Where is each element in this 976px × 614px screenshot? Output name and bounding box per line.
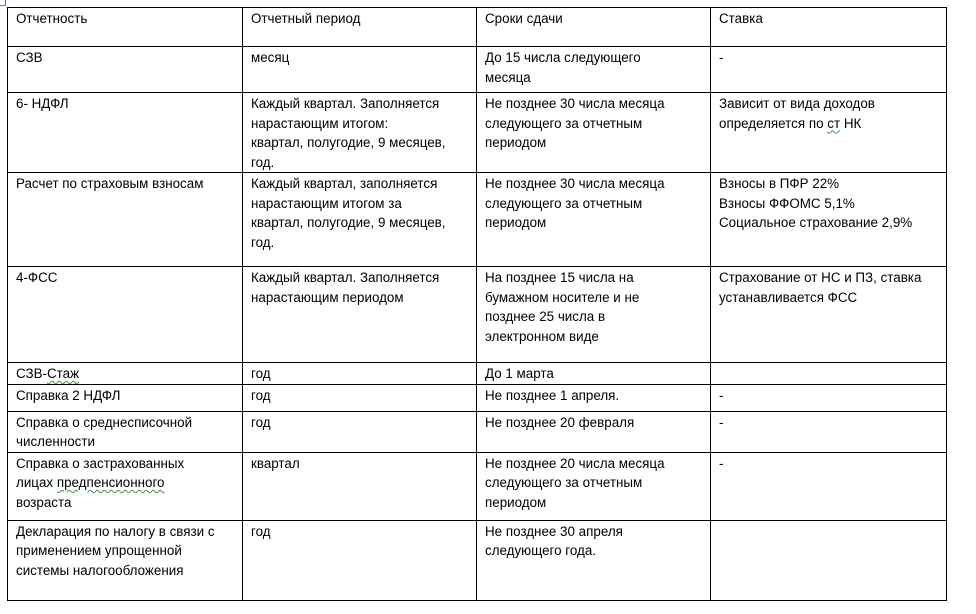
cell-text-line: следующего года. (485, 543, 597, 558)
cell-text-line: следующего за отчетным (485, 195, 643, 211)
cell-text-line: следующего за отчетным (485, 115, 643, 131)
cell-text-line: Декларация по налогу в связи с (16, 523, 215, 539)
report-cell (8, 452, 243, 520)
table-row (8, 173, 947, 267)
deadline-cell (477, 173, 711, 267)
deadline-cell (477, 363, 711, 385)
reporting-table (7, 7, 947, 601)
cell-text-line: СЗВ-Стаж (16, 366, 80, 381)
cell-text-line: Не позднее 30 числа месяца (485, 176, 665, 191)
cell-text-line (719, 364, 938, 384)
cell-text-line: Социальное страхование 2,9% (719, 215, 913, 230)
report-cell (8, 47, 243, 93)
cell-text-line: 4-ФСС (16, 270, 58, 285)
cell-text-line: системы налогообложения (16, 562, 184, 578)
rate-cell (711, 520, 947, 600)
cell-text-line: год (251, 366, 271, 381)
cell-text-line: Каждый квартал. Заполняется (251, 270, 440, 285)
cell-text-line: На позднее 15 числа на (485, 270, 634, 285)
spellcheck-underline: Стаж (47, 366, 80, 381)
cell-text-line: Справка 2 НДФЛ (16, 387, 121, 403)
cell-text-line: месяца (485, 69, 531, 85)
cell-text-line: Страхование от НС и ПЗ, ставка (719, 270, 922, 285)
cell-text-line: Каждый квартал. Заполняется (251, 96, 440, 111)
report-cell (8, 173, 243, 267)
table-row (8, 93, 947, 173)
period-cell (243, 384, 477, 411)
rate-cell (711, 93, 947, 173)
cell-text-line: Справка о среднесписочной (16, 414, 193, 430)
period-cell (243, 93, 477, 173)
rate-cell (711, 267, 947, 363)
report-cell (8, 520, 243, 600)
cell-text-line: год (251, 414, 271, 430)
rate-cell (711, 363, 947, 385)
cell-text-line: квартал (251, 455, 300, 471)
cell-text-line: Взносы ФФОМС 5,1% (719, 195, 855, 211)
cell-text-line: Справка о застрахованных (16, 455, 185, 471)
cell-text-line: численности (16, 434, 95, 449)
table-header-row (8, 8, 947, 47)
table-row (8, 363, 947, 385)
cell-text-line: Не позднее 20 февраля (485, 414, 635, 430)
deadline-cell (477, 93, 711, 173)
cell-text-line: возраста (16, 494, 72, 510)
cell-text-line: периодом (485, 494, 547, 510)
period-cell (243, 520, 477, 600)
cell-text-line: электронном виде (485, 328, 599, 344)
cell-text-line: лицах предпенсионного (16, 475, 165, 490)
cell-text-line: До 15 числа следующего (485, 50, 641, 65)
cell-text-line: определяется по ст НК (719, 115, 862, 131)
period-cell (243, 411, 477, 452)
period-cell (243, 173, 477, 267)
cell-text-line: Не позднее 1 апреля. (485, 387, 620, 403)
cell-text-line: бумажном носителе и не (485, 289, 640, 305)
cell-text-line: квартал, полугодие, 9 месяцев, (251, 215, 446, 230)
cell-text-line: 6- НДФЛ (16, 96, 69, 111)
cell-text-line: год (251, 387, 271, 403)
cell-text-line: До 1 марта (485, 366, 554, 381)
rate-cell (711, 411, 947, 452)
table-row (8, 520, 947, 600)
header-cell-report: Отчетность (8, 8, 243, 47)
period-cell (243, 363, 477, 385)
cell-text-line: год (251, 523, 271, 539)
report-cell (8, 93, 243, 173)
cell-text-line: год. (251, 234, 275, 250)
spellcheck-underline: предпенсионного (56, 475, 165, 490)
cell-text-line: Каждый квартал, заполняется (251, 176, 438, 191)
report-cell (8, 267, 243, 363)
report-cell (8, 363, 243, 385)
cell-text-line: - (719, 455, 724, 471)
period-cell (243, 452, 477, 520)
cell-text-line: Не позднее 20 числа месяца (485, 455, 665, 471)
rate-cell (711, 173, 947, 267)
cell-text-line: применением упрощенной (16, 543, 182, 558)
cell-text-line: Не позднее 30 апреля (485, 523, 623, 539)
rate-cell (711, 47, 947, 93)
period-cell (243, 47, 477, 93)
table-row (8, 267, 947, 363)
rate-cell (711, 384, 947, 411)
cell-text-line (719, 522, 938, 542)
table-row (8, 384, 947, 411)
deadline-cell (477, 520, 711, 600)
header-cell-rate: Ставка (711, 8, 947, 47)
cell-text-line: СЗВ (16, 50, 43, 65)
cell-text-line: Не позднее 30 числа месяца (485, 96, 665, 111)
cell-text-line: - (719, 387, 724, 403)
spellcheck-underline: ст (827, 115, 841, 131)
cell-text-line: квартал, полугодие, 9 месяцев, (251, 135, 446, 150)
cell-text-line: периодом (485, 215, 547, 230)
table-row (8, 452, 947, 520)
deadline-cell (477, 267, 711, 363)
table-row (8, 47, 947, 93)
deadline-cell (477, 411, 711, 452)
cell-text-line: нарастающим итогом за (251, 195, 402, 211)
cell-text-line: год. (251, 154, 275, 170)
cell-text-line: - (719, 50, 724, 65)
cell-text-line: месяц (251, 50, 290, 65)
cell-text-line: устанавливается ФСС (719, 289, 858, 305)
table-row (8, 411, 947, 452)
cell-text-line: - (719, 414, 724, 430)
cell-text-line: нарастающим итогом: (251, 115, 389, 131)
cell-text-line: Расчет по страховым взносам (16, 176, 204, 191)
deadline-cell (477, 47, 711, 93)
cell-text-line: нарастающим периодом (251, 289, 404, 305)
deadline-cell (477, 384, 711, 411)
rate-cell (711, 452, 947, 520)
period-cell (243, 267, 477, 363)
report-cell (8, 411, 243, 452)
text-boundary-marker (0, 0, 6, 6)
cell-text-line: позднее 25 числа в (485, 309, 606, 324)
cell-text-line: следующего за отчетным (485, 475, 643, 490)
deadline-cell (477, 452, 711, 520)
header-cell-deadline: Сроки сдачи (477, 8, 711, 47)
header-cell-period: Отчетный период (243, 8, 477, 47)
report-cell (8, 384, 243, 411)
cell-text-line: Взносы в ПФР 22% (719, 176, 840, 191)
cell-text-line: периодом (485, 135, 547, 150)
cell-text-line: Зависит от вида доходов (719, 96, 875, 111)
